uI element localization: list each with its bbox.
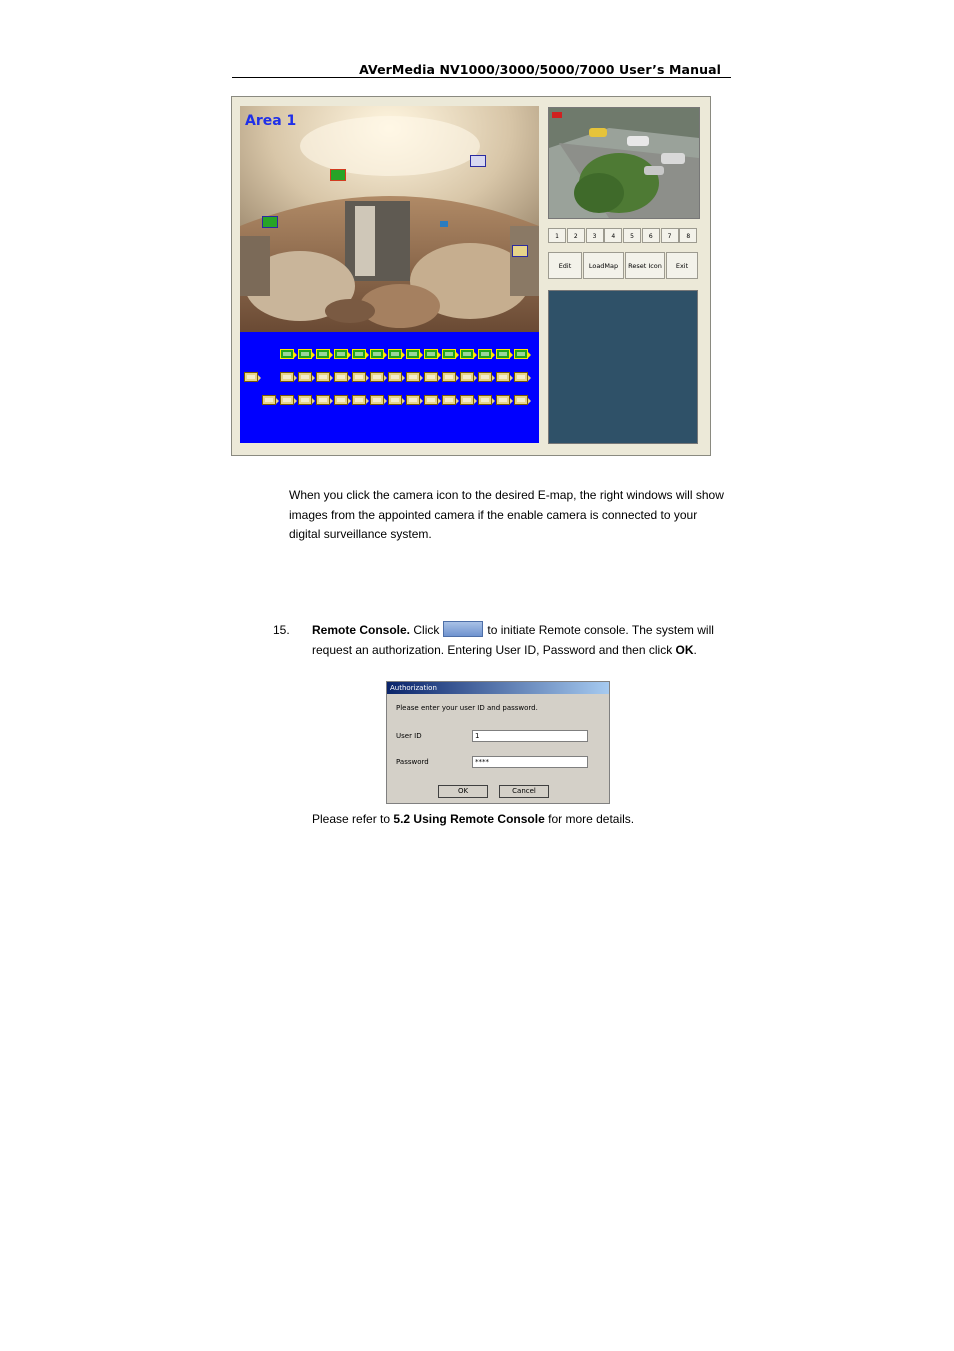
camera-icon[interactable] [316,372,330,382]
camera-icon[interactable] [280,395,294,405]
camera-number-button[interactable]: 8 [679,228,697,243]
map-camera-icon[interactable] [470,155,486,167]
camera-icon[interactable] [460,372,474,382]
camera-icon[interactable] [478,349,492,359]
item-title: Remote Console. [312,623,411,637]
camera-icon[interactable] [514,349,528,359]
camera-icon-tray [240,332,539,443]
page-header [232,60,731,78]
camera-icon[interactable] [424,349,438,359]
camera-icon[interactable] [424,395,438,405]
camera-icon[interactable] [334,395,348,405]
camera-icon[interactable] [496,395,510,405]
refer-before: Please refer to [312,812,391,826]
camera-icon[interactable] [388,349,402,359]
camera-icon[interactable] [460,395,474,405]
camera-icon[interactable] [496,349,510,359]
item-text-after-icon: to initiate Remote console. The system will request an authorization. Entering User ID, Password and then click [312,623,714,657]
refer-after: for more details. [548,812,635,826]
camera-icon[interactable] [478,372,492,382]
map-camera-icon[interactable] [262,216,278,228]
reset-icon-button[interactable]: Reset Icon [625,252,665,279]
camera-icon[interactable] [406,395,420,405]
camera-icon[interactable] [244,372,258,382]
camera-icon[interactable] [280,372,294,382]
emap-screenshot [231,96,711,456]
camera-icon[interactable] [316,349,330,359]
password-label: Password [396,758,429,766]
camera-number-button[interactable]: 2 [567,228,585,243]
camera-icon[interactable] [406,372,420,382]
user-id-label: User ID [396,732,422,740]
manual-title: AVerMedia NV1000/3000/5000/7000 User’s Manual [359,62,721,77]
map-camera-icon[interactable] [512,245,528,257]
camera-icon[interactable] [442,372,456,382]
camera-icon[interactable] [442,349,456,359]
camera-icon[interactable] [388,372,402,382]
emap-description: When you click the camera icon to the desired E-map, the right windows will show images from the appointed camera if the enable camera is connected to your digital surveillance system. [289,488,724,541]
camera-icon[interactable] [388,395,402,405]
camera-preview-window [548,107,700,219]
camera-icon[interactable] [262,395,276,405]
item-ok: OK [675,642,694,657]
street-camera-image [549,108,699,218]
camera-icon[interactable] [298,395,312,405]
map-camera-icon[interactable] [330,169,346,181]
camera-icon[interactable] [460,349,474,359]
camera-icon[interactable] [298,372,312,382]
camera-icon[interactable] [334,372,348,382]
camera-icon[interactable] [424,372,438,382]
area-title: Area 1 [245,113,297,129]
camera-icon[interactable] [352,372,366,382]
dialog-title: Authorization [387,682,609,694]
camera-icon[interactable] [370,349,384,359]
remote-console-icon[interactable] [443,621,483,637]
camera-number-button[interactable]: 6 [642,228,660,243]
camera-icon[interactable] [352,395,366,405]
camera-icon[interactable] [334,349,348,359]
loadmap-button[interactable]: LoadMap [583,252,624,279]
auth-prompt: Please enter your user ID and password. [396,704,538,712]
exit-button[interactable]: Exit [666,252,698,279]
camera-icon[interactable] [478,395,492,405]
authorization-dialog [386,681,610,804]
remote-console-item [312,621,727,660]
camera-view-panel [548,290,698,444]
camera-icon[interactable] [514,395,528,405]
camera-number-button[interactable]: 4 [604,228,622,243]
user-id-field[interactable]: 1 [472,730,588,742]
cabin-photo [240,106,539,332]
camera-icon[interactable] [316,395,330,405]
camera-icon[interactable] [352,349,366,359]
item-period: . [693,642,697,657]
item-text-before-icon: Click [413,623,440,637]
edit-button[interactable]: Edit [548,252,582,279]
camera-icon[interactable] [496,372,510,382]
camera-icon[interactable] [298,349,312,359]
emap-floor-image [240,106,539,332]
camera-icon[interactable] [514,372,528,382]
password-field[interactable]: **** [472,756,588,768]
camera-number-button[interactable]: 7 [661,228,679,243]
camera-icon[interactable] [280,349,294,359]
camera-icon[interactable] [442,395,456,405]
refer-note [312,810,634,830]
camera-icon[interactable] [370,372,384,382]
cancel-button[interactable]: Cancel [499,785,549,798]
camera-icon[interactable] [406,349,420,359]
camera-number-button[interactable]: 5 [623,228,641,243]
refer-section: 5.2 Using Remote Console [393,812,545,826]
camera-number-button[interactable]: 3 [586,228,604,243]
camera-number-button[interactable]: 1 [548,228,566,243]
item-number: 15. [273,623,290,637]
ok-button[interactable]: OK [438,785,488,798]
camera-icon[interactable] [370,395,384,405]
